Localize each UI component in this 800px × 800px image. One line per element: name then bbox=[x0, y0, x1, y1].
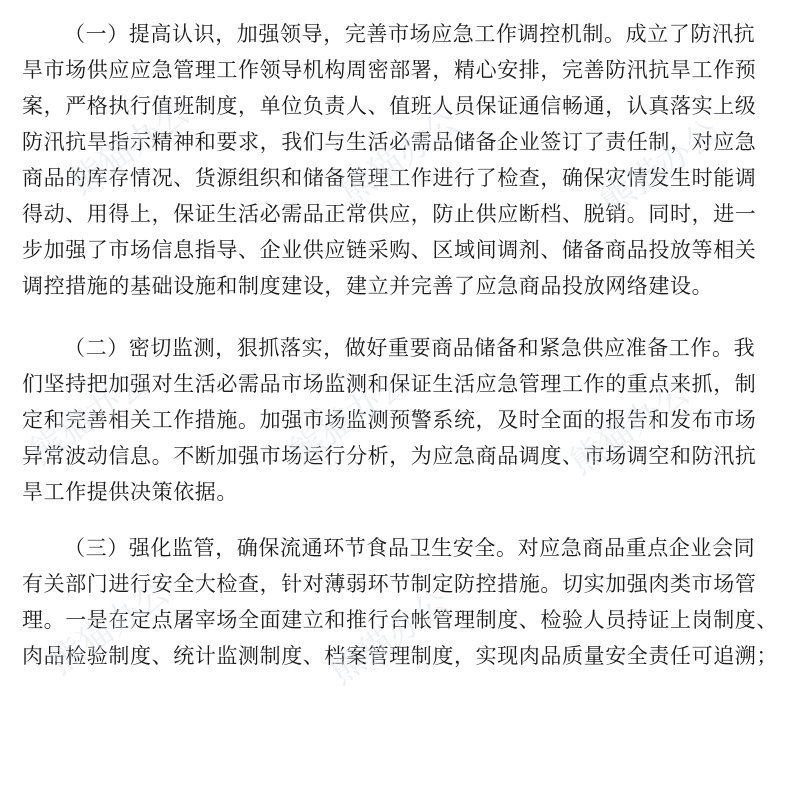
paragraph-line: （一）提高认识，加强领导，完善市场应急工作调控机制。成立了防汛抗 bbox=[64, 22, 756, 46]
watermark-text: 熊猫办公 bbox=[62, 91, 198, 203]
paragraph-3 bbox=[22, 530, 782, 674]
paragraph-line: 案，严格执行值班制度，单位负责人、值班人员保证通信畅通，认真落实上级 bbox=[22, 94, 757, 118]
paragraph-line: 商品的库存情况、货源组织和储备管理工作进行了检查，确保灾情发生时能调 bbox=[22, 166, 757, 190]
watermark-text: 熊猫办公 bbox=[282, 361, 418, 473]
paragraph-line: 调控措施的基础设施和制度建设，建立并完善了应急商品投放网络建设。 bbox=[22, 274, 714, 298]
paragraph-line: 得动、用得上，保证生活必需品正常供应，防止供应断档、脱销。同时，进一 bbox=[22, 202, 757, 226]
paragraph-line: （二）密切监测，狠抓落实，做好重要商品储备和紧急供应准备工作。我 bbox=[64, 336, 756, 360]
paragraph-line: 旱市场供应应急管理工作领导机构周密部署，精心安排，完善防汛抗旱工作预 bbox=[22, 58, 757, 82]
watermark-text: 熊猫办公 bbox=[22, 361, 158, 473]
paragraph-1 bbox=[22, 16, 782, 304]
paragraph-line: 们坚持把加强对生活必需品市场监测和保证生活应急管理工作的重点来抓，制 bbox=[22, 372, 757, 396]
watermark-text: 熊猫办公 bbox=[322, 581, 458, 693]
watermark-text: 熊猫办公 bbox=[42, 571, 178, 683]
paragraph-line: 有关部门进行安全大检查，针对薄弱环节制定防控措施。切实加强肉类市场管 bbox=[22, 572, 757, 596]
paragraph-line: 理。一是在定点屠宰场全面建立和推行台帐管理制度、检验人员持证上岗制度、 bbox=[22, 608, 778, 632]
watermark-text: 熊猫办公 bbox=[592, 111, 728, 223]
paragraph-line: 防汛抗旱指示精神和要求，我们与生活必需品储备企业签订了责任制，对应急 bbox=[22, 130, 757, 154]
paragraph-line: （三）强化监管，确保流通环节食品卫生安全。对应急商品重点企业会同 bbox=[64, 536, 756, 560]
paragraph-line: 肉品检验制度、统计监测制度、档案管理制度，实现肉品质量安全责任可追溯； bbox=[22, 644, 778, 668]
paragraph-line: 定和完善相关工作措施。加强市场监测预警系统，及时全面的报告和发布市场 bbox=[22, 408, 757, 432]
watermark-text: 熊猫办公 bbox=[562, 371, 698, 483]
paragraph-line: 旱工作提供决策依据。 bbox=[22, 480, 238, 504]
paragraph-line: 步加强了市场信息指导、企业供应链采购、区域间调剂、储备商品投放等相关 bbox=[22, 238, 757, 262]
paragraph-2 bbox=[22, 330, 782, 510]
watermark-text: 熊猫办公 bbox=[332, 101, 468, 213]
paragraph-line: 异常波动信息。不断加强市场运行分析，为应急商品调度、市场调空和防汛抗 bbox=[22, 444, 757, 468]
